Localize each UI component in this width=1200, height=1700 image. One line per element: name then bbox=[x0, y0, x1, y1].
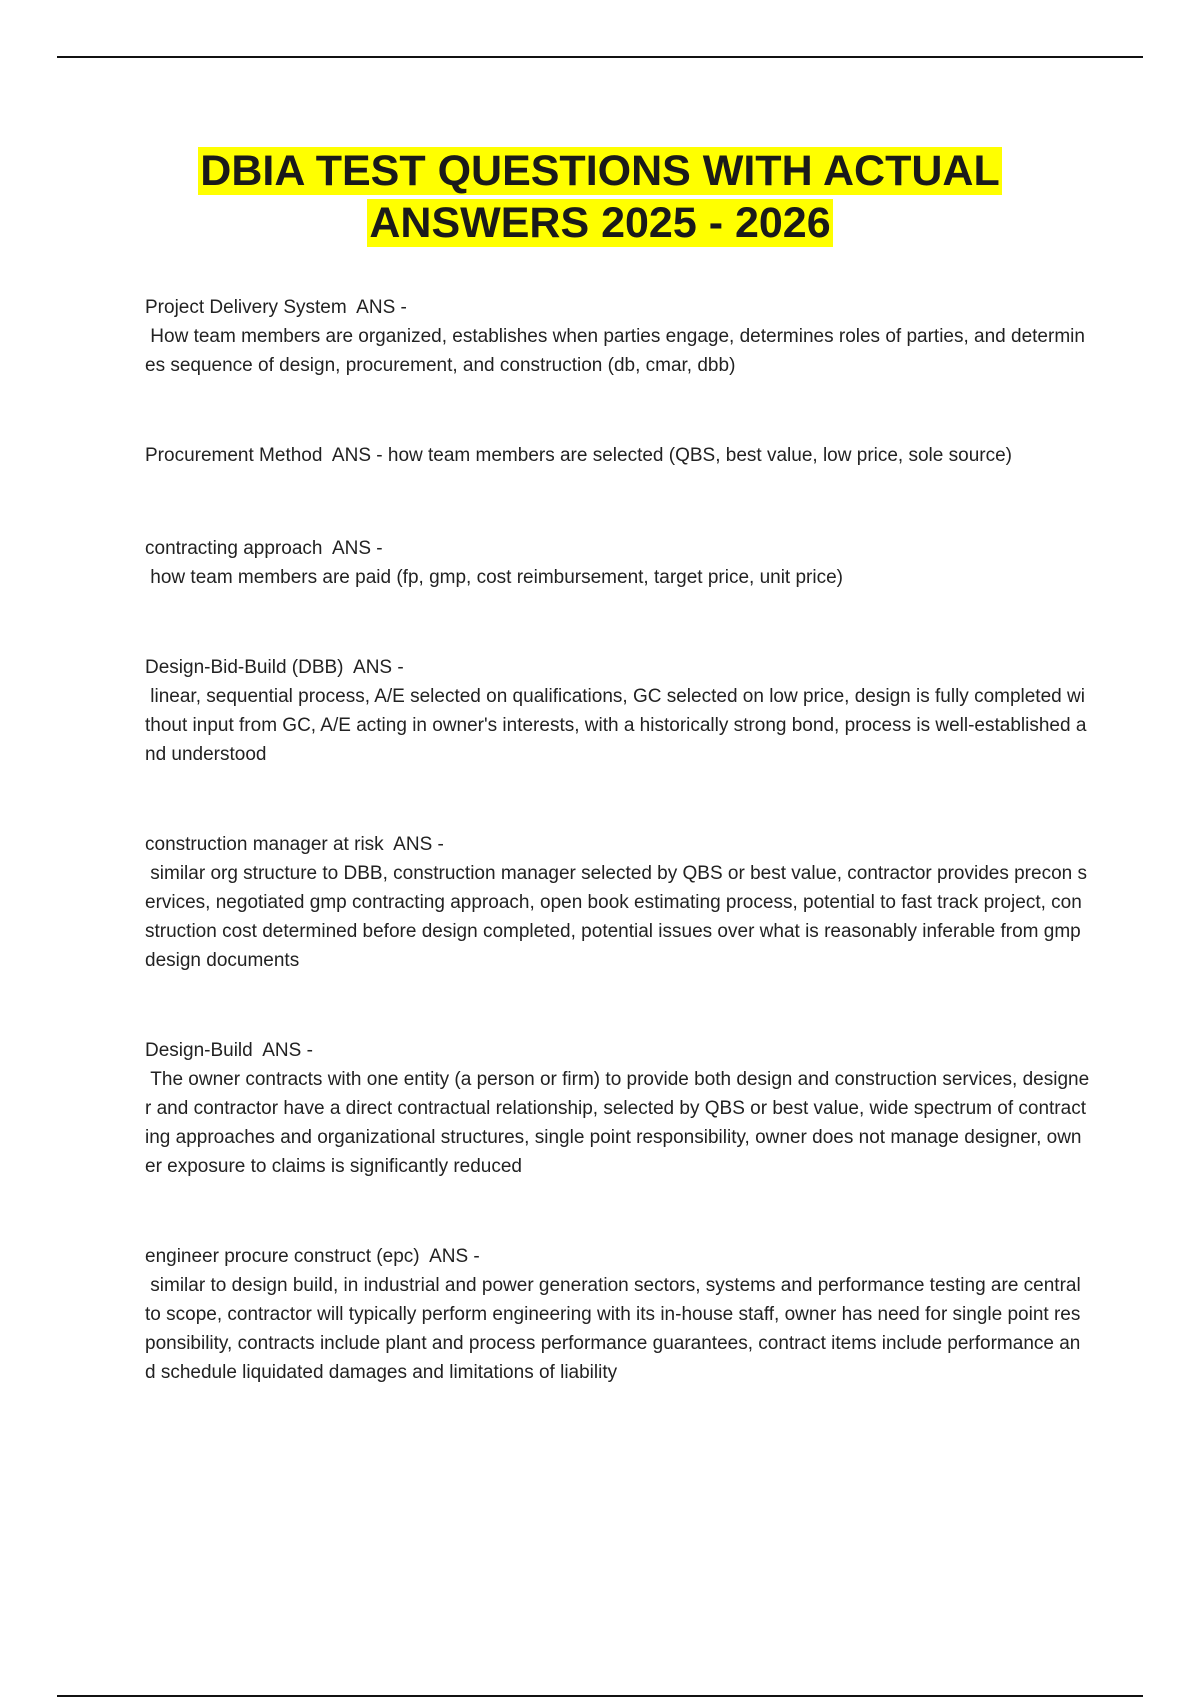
title-line-1: DBIA TEST QUESTIONS WITH ACTUAL bbox=[200, 147, 1000, 195]
qa-item bbox=[145, 830, 1090, 975]
qa-answer: The owner contracts with one entity (a person or firm) to provide both design and construction services, designer and contractor have a direct contractual relationship, selected by QBS or best value, wide spectrum of contracting approaches and organizational structures, single point responsibility, owner does not manage designer, owner exposure to claims is significantly reduced bbox=[145, 1069, 1090, 1177]
qa-term: contracting approach ANS - bbox=[145, 538, 383, 559]
footer-rule bbox=[57, 1695, 1143, 1697]
qa-answer: linear, sequential process, A/E selected on qualifications, GC selected on low price, design is fully completed without input from GC, A/E acting in owner's interests, with a historically strong bond, process is well-established and understood bbox=[145, 686, 1087, 765]
qa-term: Design-Build ANS - bbox=[145, 1040, 313, 1061]
qa-answer: how team members are paid (fp, gmp, cost reimbursement, target price, unit price) bbox=[145, 567, 844, 588]
qa-term: Design-Bid-Build (DBB) ANS - bbox=[145, 657, 404, 678]
qa-answer: similar org structure to DBB, construction manager selected by QBS or best value, contractor provides precon services, negotiated gmp contracting approach, open book estimating process, potential to fast track project, construction cost determined before design completed, potential issues over what is reasonably inferable from gmp design documents bbox=[145, 863, 1087, 971]
qa-item bbox=[145, 1242, 1090, 1387]
qa-list bbox=[145, 293, 1090, 1448]
qa-item bbox=[145, 293, 1090, 380]
qa-item bbox=[145, 653, 1090, 769]
qa-item bbox=[145, 441, 1090, 470]
document-title bbox=[0, 145, 1200, 249]
header-rule bbox=[57, 56, 1143, 58]
qa-term: Project Delivery System ANS - bbox=[145, 297, 407, 318]
qa-item bbox=[145, 534, 1090, 592]
title-line-2: ANSWERS 2025 - 2026 bbox=[369, 199, 831, 247]
qa-term: Procurement Method ANS - how team members are selected (QBS, best value, low price, sole source) bbox=[145, 445, 1012, 466]
qa-item bbox=[145, 1036, 1090, 1181]
qa-answer: similar to design build, in industrial and power generation sectors, systems and performance testing are central to scope, contractor will typically perform engineering with its in-house staff, owner has need for single point responsibility, contracts include plant and process performance guarantees, contract items include performance and schedule liquidated damages and limitations of liability bbox=[145, 1275, 1086, 1383]
qa-term: engineer procure construct (epc) ANS - bbox=[145, 1246, 480, 1267]
qa-term: construction manager at risk ANS - bbox=[145, 834, 444, 855]
qa-answer: How team members are organized, establishes when parties engage, determines roles of parties, and determines sequence of design, procurement, and construction (db, cmar, dbb) bbox=[145, 326, 1085, 376]
